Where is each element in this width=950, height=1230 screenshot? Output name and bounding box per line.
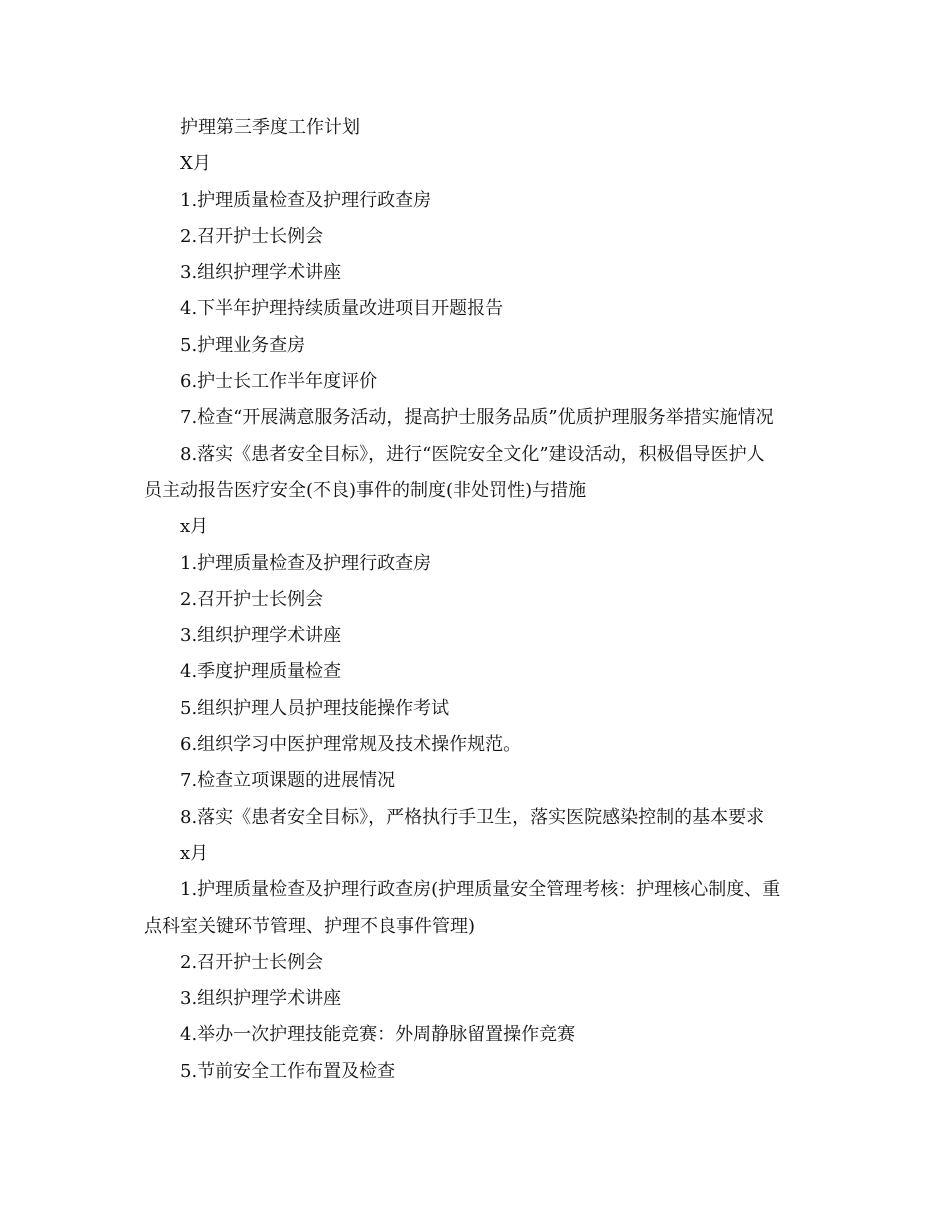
document-title: 护理第三季度工作计划 <box>180 117 360 138</box>
list-item: 5.护理业务查房 <box>180 334 306 356</box>
list-item: 4.季度护理质量检查 <box>180 661 342 683</box>
month-heading: x月 <box>180 516 209 538</box>
document-body <box>144 110 814 1090</box>
month-heading: x月 <box>180 842 209 864</box>
list-item: 7.检查“开展满意服务活动，提高护士服务品质”优质护理服务举措实施情况 <box>180 407 774 429</box>
list-item: 2.召开护士长例会 <box>180 225 324 247</box>
list-item: 4.下半年护理持续质量改进项目开题报告 <box>180 298 504 320</box>
list-item: 1.护理质量检查及护理行政查房 <box>180 552 432 574</box>
list-item: 7.检查立项课题的进展情况 <box>180 770 396 792</box>
list-item: 1.护理质量检查及护理行政查房 <box>180 189 432 211</box>
list-item: 2.召开护士长例会 <box>180 588 324 610</box>
list-item: 6.组织学习中医护理常规及技术操作规范。 <box>180 734 522 756</box>
list-item-continuation: 员主动报告医疗安全(不良)事件的制度(非处罚性)与措施 <box>144 479 587 501</box>
list-item: 8.落实《患者安全目标》，进行“医院安全文化”建设活动，积极倡导医护人 <box>180 443 765 465</box>
list-item: 3.组织护理学术讲座 <box>180 988 342 1010</box>
list-item: 4.举办一次护理技能竞赛：外周静脉留置操作竞赛 <box>180 1024 576 1046</box>
list-item: 8.落实《患者安全目标》，严格执行手卫生，落实医院感染控制的基本要求 <box>180 806 765 828</box>
list-item-continuation: 点科室关键环节管理、护理不良事件管理) <box>144 915 476 937</box>
list-item: 5.组织护理人员护理技能操作考试 <box>180 697 450 719</box>
month-heading: X月 <box>180 153 211 175</box>
list-item: 3.组织护理学术讲座 <box>180 262 342 284</box>
list-item: 5.节前安全工作布置及检查 <box>180 1060 396 1082</box>
list-item: 2.召开护士长例会 <box>180 951 324 973</box>
list-item: 3.组织护理学术讲座 <box>180 625 342 647</box>
list-item: 1.护理质量检查及护理行政查房(护理质量安全管理考核：护理核心制度、重 <box>180 879 781 901</box>
list-item: 6.护士长工作半年度评价 <box>180 371 378 393</box>
